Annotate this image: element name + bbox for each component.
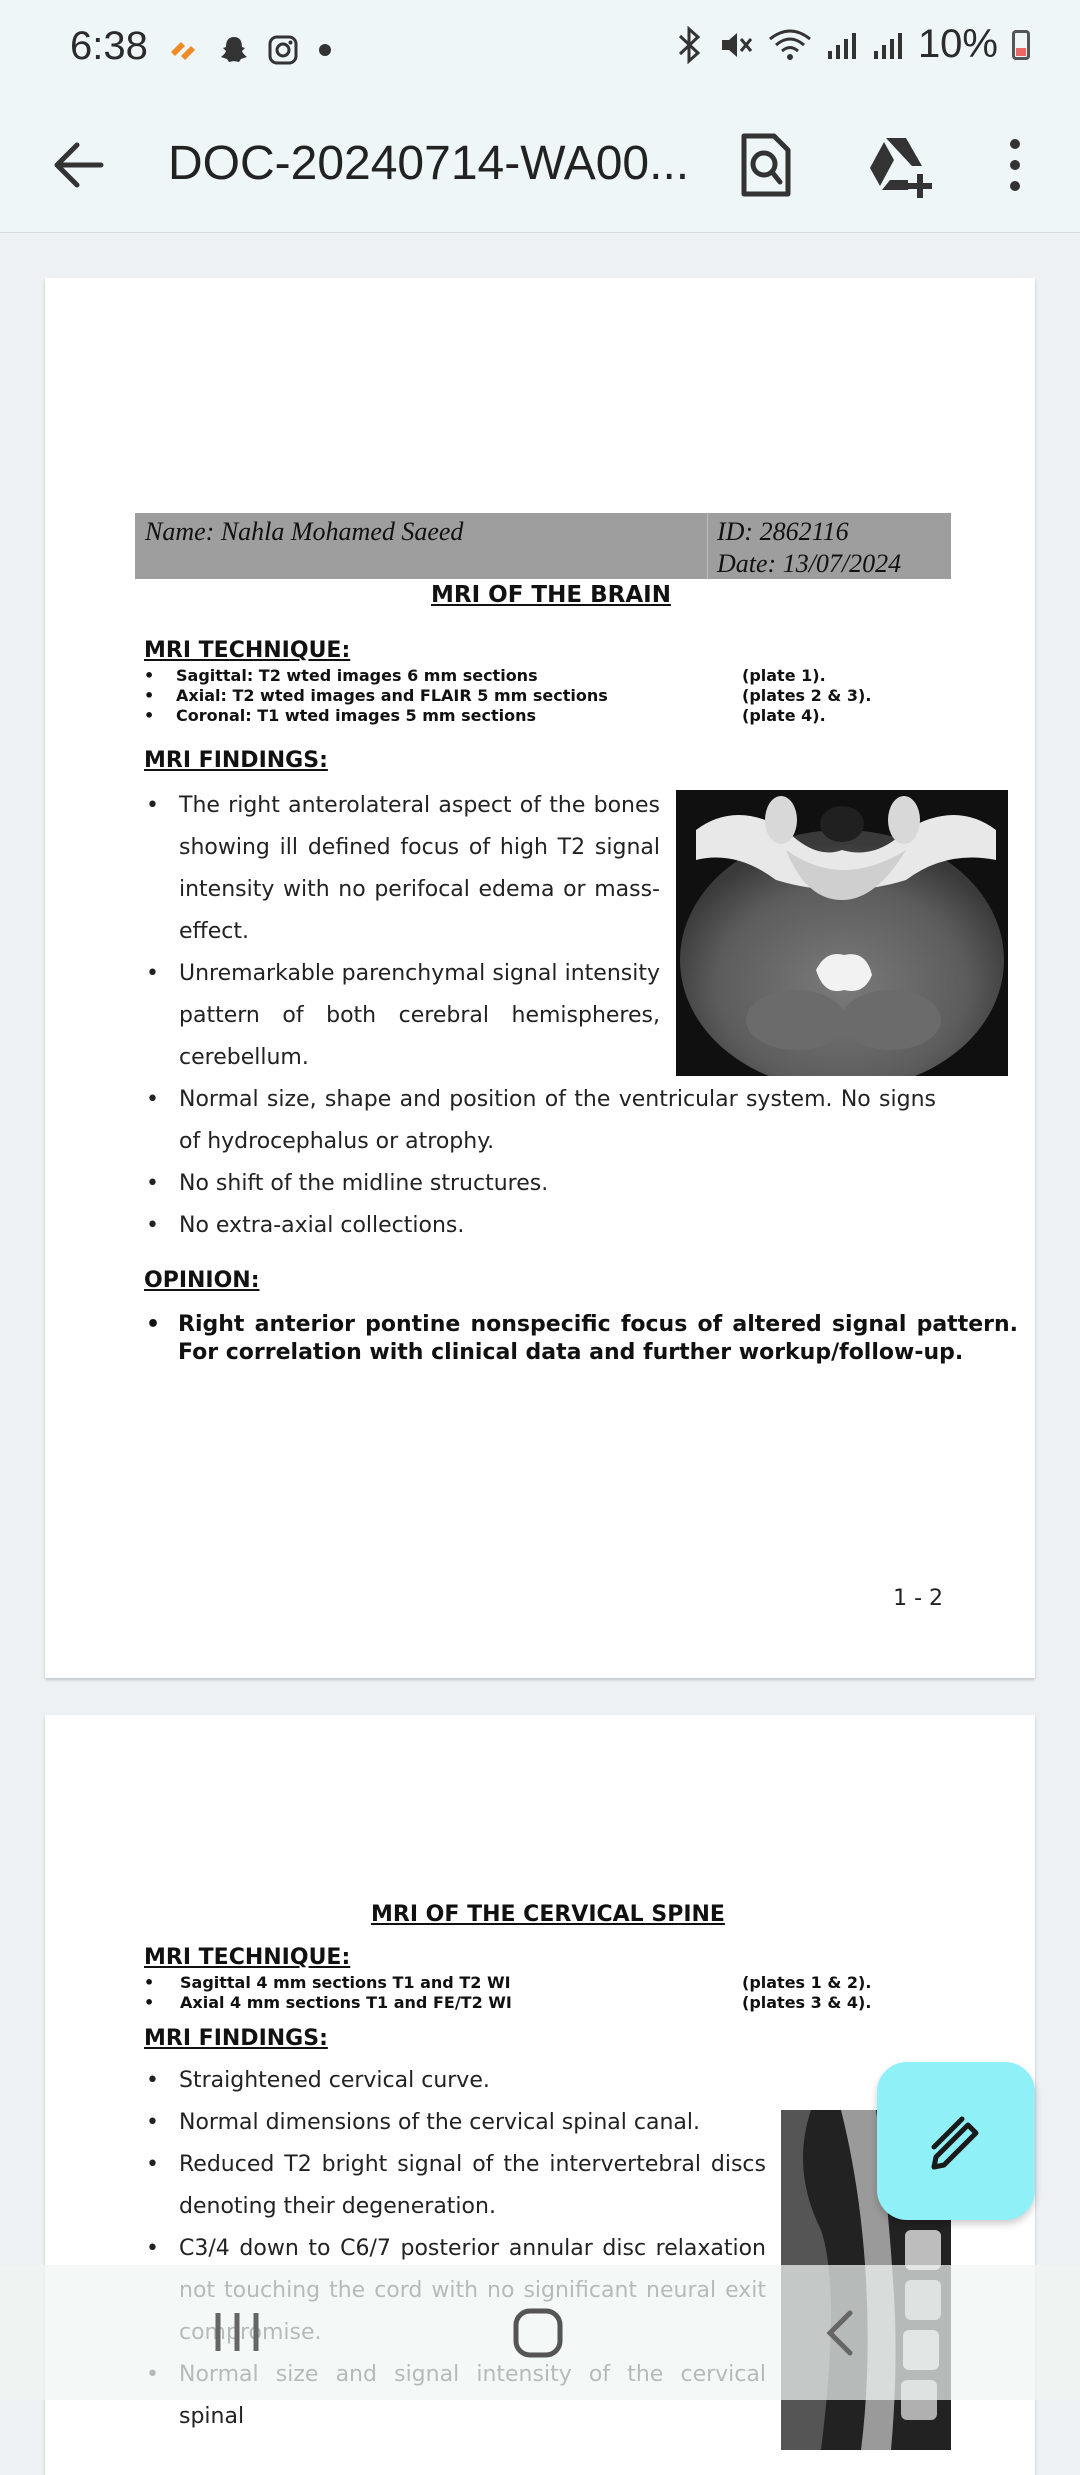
signal-strength-icon <box>826 29 858 61</box>
technique-heading: MRI TECHNIQUE: <box>144 1945 351 1970</box>
recent-apps-icon[interactable] <box>210 2307 264 2357</box>
document-title: DOC-20240714-WA00... <box>168 137 690 190</box>
more-notifications-dot-icon <box>315 40 335 60</box>
report-title: MRI OF THE BRAIN <box>431 582 671 608</box>
list-item: • spinal <box>146 2354 766 2438</box>
snapchat-icon <box>217 33 251 67</box>
find-in-document-icon[interactable] <box>730 130 800 200</box>
list-item: • Unremarkable parenchymal signal intensity pattern of both cerebral hemispheres, cerebellum. <box>146 953 660 1079</box>
report-date: Date: 13/07/2024 <box>717 549 902 578</box>
save-to-drive-icon[interactable] <box>862 128 936 202</box>
navigation-bar <box>0 2265 1080 2400</box>
findings-heading: MRI FINDINGS: <box>144 2026 328 2051</box>
document-page-1: Name: Nahla Mohamed Saeed ID: 2862116 Date: 13/07/2024 MRI OF THE BRAIN MRI TECHNIQUE: Sagittal: T2 wted images 6 mm sections (plate 1). Axial: T2 wted images and FLAIR 5 mm sections (plates 2 & 3). Coronal: T1 wted images 5 mm sections (plate 4). MRI FINDINGS: • The right anterolateral aspect of the bones showing ill defined focus of high T2 signal intensity with no perifocal edema or mass-effect. • Unremarkable parenchymal signal intensity pattern of both cerebral hemispheres, cerebellum. • Normal size, shape and position of the ventricular system. No signs of hydrocephalus or atrophy. • No shift of the midline structures. • No extra-axial collections. OPINION: • Right anterior pontine nonspecific focus of altered signal pattern. For correlation with clinical data and further workup/follow-up. 1 - 2 <box>45 278 1035 1678</box>
status-bar <box>0 0 1080 100</box>
signal-strength-2-icon <box>872 29 904 61</box>
patient-header <box>135 513 951 579</box>
findings-list <box>146 1079 936 1247</box>
list-item: • No extra-axial collections. <box>146 1205 936 1247</box>
clock: 6:38 <box>70 24 148 68</box>
findings-heading: MRI FINDINGS: <box>144 748 328 773</box>
technique-heading: MRI TECHNIQUE: <box>144 638 351 663</box>
page-number: 1 - 2 <box>893 1586 943 1611</box>
patient-id: ID: 2862116 <box>717 517 849 546</box>
list-item: • Reduced T2 bright signal of the intervertebral discs denoting their degeneration. <box>146 2144 766 2228</box>
annotate-fab-button[interactable] <box>877 2062 1035 2220</box>
brain-mri-image <box>676 790 1008 1076</box>
list-item: • C3/4 down to C6/7 posterior annular disc relaxation <box>146 2228 766 2354</box>
mute-icon <box>718 27 754 63</box>
bluetooth-icon <box>674 26 704 64</box>
list-item: • Normal dimensions of the cervical spinal canal. <box>146 2102 766 2144</box>
report-title: MRI OF THE CERVICAL SPINE <box>371 1902 725 1927</box>
document-page-2: MRI OF THE CERVICAL SPINE MRI TECHNIQUE: Sagittal 4 mm sections T1 and T2 WI (plates 1 & 2). Axial 4 mm sections T1 and FE/T2 WI (plates 3 & 4). MRI FINDINGS: • Straightened cervical curve. • Normal dimensions of the cervical spinal canal. • Reduced T2 bright signal of the intervertebral discs denoting their degeneration. • C3/4 down to C6/7 posterior annular disc relaxation • spinal <box>45 1715 1035 2475</box>
more-options-icon[interactable] <box>990 130 1040 200</box>
list-item: • Normal size, shape and position of the ventricular system. No signs of hydrocephalus or atrophy. <box>146 1079 936 1163</box>
battery-percent: 10% <box>917 22 998 66</box>
back-arrow-icon[interactable] <box>45 130 115 200</box>
instagram-icon <box>267 34 299 66</box>
list-item: • The right anterolateral aspect of the bones showing ill defined focus of high T2 signal intensity with no perifocal edema or mass-effect. <box>146 785 660 953</box>
app-bar <box>0 100 1080 233</box>
back-nav-icon[interactable] <box>820 2307 860 2359</box>
notification-app-icon <box>165 32 201 68</box>
home-icon[interactable] <box>512 2307 564 2359</box>
patient-name: Name: Nahla Mohamed Saeed <box>145 517 464 546</box>
list-item: • Straightened cervical curve. <box>146 2060 766 2102</box>
list-item: • No shift of the midline structures. <box>146 1163 936 1205</box>
opinion-heading: OPINION: <box>144 1268 260 1293</box>
battery-icon <box>1012 30 1030 60</box>
wifi-icon <box>768 27 812 63</box>
edit-pen-icon <box>922 2107 990 2175</box>
findings-list-wrapped <box>146 785 660 1079</box>
opinion-text: • Right anterior pontine nonspecific focus of altered signal pattern. For correlation with clinical data and further workup/follow-up. <box>146 1311 1018 1367</box>
